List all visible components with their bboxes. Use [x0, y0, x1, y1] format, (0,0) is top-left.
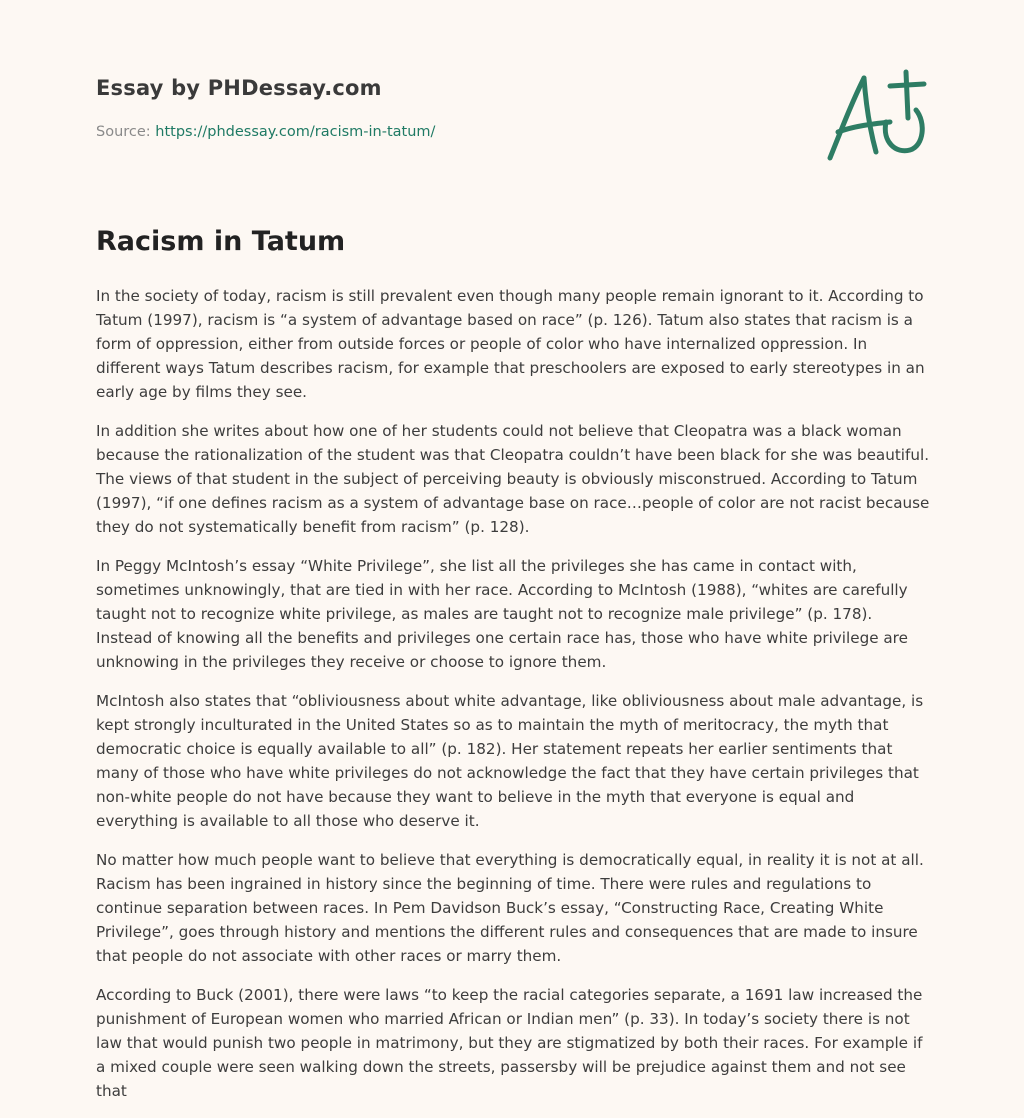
source-line	[96, 124, 435, 140]
essay-body	[96, 284, 932, 1118]
source-label: Source:	[96, 124, 156, 140]
essay-title: Racism in Tatum	[96, 226, 346, 257]
essay-paragraph-2: In addition she writes about how one of her students could not believe that Cleopatra was a black woman because the rationalization of the student was that Cleopatra couldn’t have been black for she was beautiful. The views of that student in the subject of perceiving beauty is obviously misconstrued. According to Tatum (1997), “if one defines racism as a system of advantage base on race…people of color are not racist because they do not systematically benefit from racism” (p. 128).	[96, 422, 930, 536]
essay-paragraph-4: McIntosh also states that “obliviousness about white advantage, like obliviousness about male advantage, is kept strongly inculturated in the United States so as to maintain the myth of meritocracy, the myth that democratic choice is equally available to all” (p. 182). Her statement repeats her earlier sentiments that many of those who have white privileges do not acknowledge the fact that they have certain privileges that non-white people do not have because they want to believe in the myth that everyone is equal and everything is available to all those who deserve it.	[96, 692, 924, 830]
site-header-title: Essay by PHDessay.com	[96, 76, 382, 100]
essay-paragraph-5: No matter how much people want to believe that everything is democratically equal, in reality it is not at all. Racism has been ingrained in history since the beginning of time. There were rules and regulations to continue separation between races. In Pem Davidson Buck’s essay, “Constructing Race, Creating White Privilege”, goes through history and mentions the different rules and consequences that are made to insure that people do not associate with other races or marry them.	[96, 851, 924, 965]
source-link[interactable]: https://phdessay.com/racism-in-tatum/	[155, 124, 436, 140]
essay-paragraph-1: In the society of today, racism is still prevalent even though many people remain ignorant to it. According to Tatum (1997), racism is “a system of advantage based on race” (p. 126). Tatum also states that racism is a form of oppression, either from outside forces or people of color who have internalized oppression. In different ways Tatum describes racism, for example that preschoolers are exposed to early stereotypes in an early age by films they see.	[96, 287, 925, 401]
essay-paragraph-3: In Peggy McIntosh’s essay “White Privilege”, she list all the privileges she has came in contact with, sometimes unknowingly, that are tied in with her race. According to McIntosh (1988), “whites are carefully taught not to recognize white privilege, as males are taught not to recognize male privilege” (p. 178). Instead of knowing all the benefits and privileges one certain race has, those who have white privilege are unknowing in the privileges they receive or choose to ignore them.	[96, 557, 908, 671]
a-plus-grade-icon	[820, 66, 930, 166]
essay-paragraph-6: According to Buck (2001), there were laws “to keep the racial categories separate, a 1691 law increased the punishment of European women who married African or Indian men” (p. 33). In today’s society there is not law that would punish two people in matrimony, but they are stigmatized by both their races. For example if a mixed couple were seen walking down the streets, passersby will be prejudice against them and not see that	[96, 986, 923, 1100]
